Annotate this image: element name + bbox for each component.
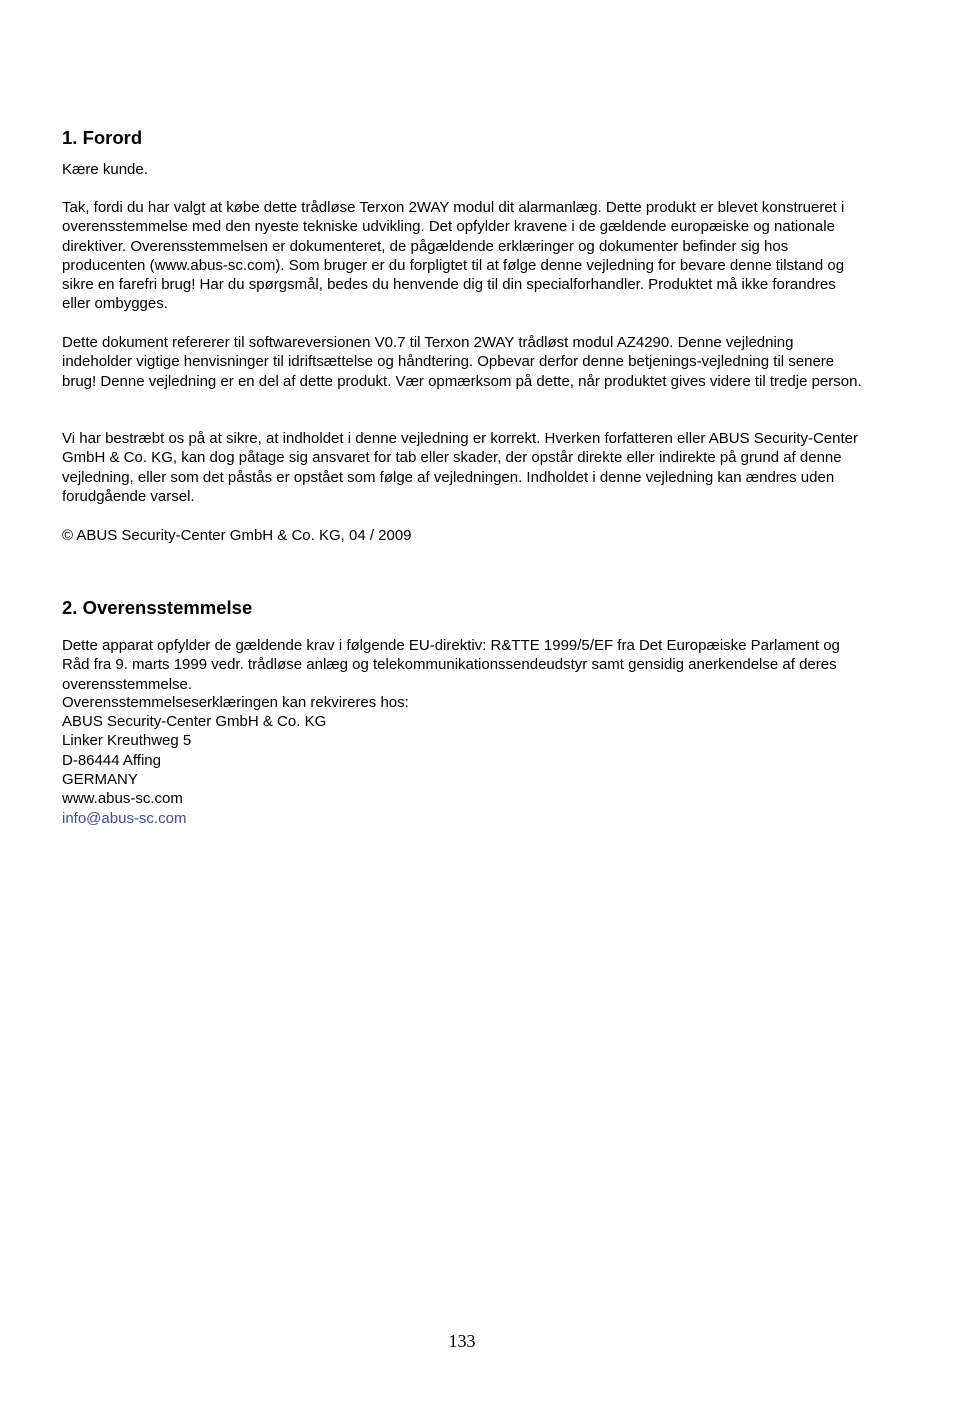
section-2-title: 2. Overensstemmelse — [62, 597, 253, 618]
greeting-text: Kære kunde. — [62, 161, 148, 178]
page-number: 133 — [448, 1331, 476, 1351]
email-row — [62, 809, 862, 828]
foreword-paragraph-3: Vi har bestræbt os på at sikre, at indholdet i denne vejledning er korrekt. Hverken forfatteren eller ABUS Security-Center GmbH & Co. KG, kan dog påtage sig ansvaret for tab eller skader, der opstår direkte eller indirekte på grund af denne vejledning, eller som det påstås er opstået som følge af vejledningen. Indholdet i denne vejledning kan ændres uden forudgående varsel. — [62, 430, 858, 505]
copyright-line: © ABUS Security-Center GmbH & Co. KG, 04 / 2009 — [62, 527, 412, 544]
foreword-paragraph-2: Dette dokument refererer til softwareversionen V0.7 til Terxon 2WAY trådløst modul AZ4290. Denne vejledning indeholder vigtige henvisninger til idriftsættelse og håndtering. Opbevar derfor denne betjenings-vejledning til senere brug! Denne vejledning er en del af dette produkt. Vær opmærksom på dette, når produktet gives videre til tredje person. — [62, 334, 862, 390]
address-country: GERMANY — [62, 771, 138, 788]
declaration-line: Overensstemmelseserklæringen kan rekvireres hos: — [62, 694, 409, 711]
email-link[interactable]: info@abus-sc.com — [62, 810, 187, 827]
conformity-paragraph: Dette apparat opfylder de gældende krav i følgende EU-direktiv: R&TTE 1999/5/EF fra Det Europæiske Parlament og Råd fra 9. marts 1999 vedr. trådløse anlæg og telekommunikationssendeudstyr samt gensidig anerkendelse af deres overensstemmelse. — [62, 637, 840, 693]
address-company: ABUS Security-Center GmbH & Co. KG — [62, 713, 327, 730]
section-1-title: 1. Forord — [62, 127, 143, 148]
website-text: www.abus-sc.com — [62, 790, 183, 807]
address-city: D-86444 Affing — [62, 752, 161, 769]
foreword-paragraph-1: Tak, fordi du har valgt at købe dette trådløse Terxon 2WAY modul dit alarmanlæg. Dette produkt er blevet konstrueret i overensstemmelse med den nyeste tekniske udvikling. Det opfylder kravene i de gældende europæiske og nationale direktiver. Overensstemmelsen er dokumenteret, de pågældende erklæringer og dokumenter befinder sig hos producenten (www.abus-sc.com). Som bruger er du forpligtet til at følge denne vejledning for bevare denne tilstand og sikre en farefri brug! Har du spørgsmål, bedes du henvende dig til din specialforhandler. Produktet må ikke forandres eller ombygges. — [62, 199, 845, 313]
address-street: Linker Kreuthweg 5 — [62, 732, 192, 749]
